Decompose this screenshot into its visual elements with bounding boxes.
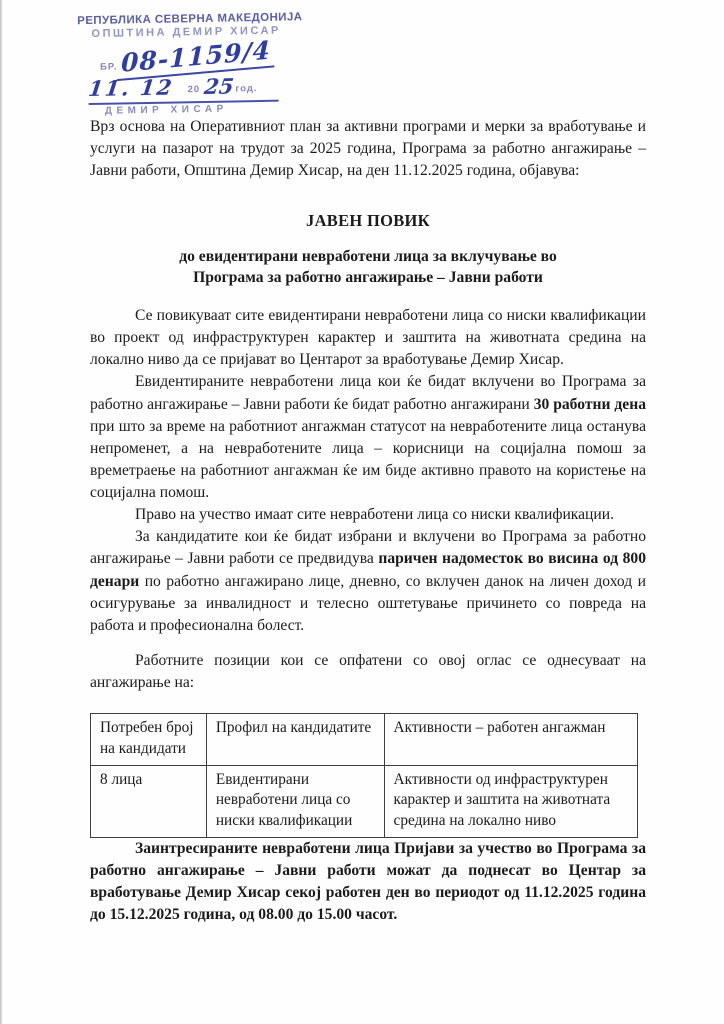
compensation-text-pre: За кандидатите кои ќе бидат избрани и вклучени во Програма за работно ангажирање – Јавни работи се предвидува [90,528,646,568]
official-stamp [77,10,329,118]
table-header-row [91,714,638,765]
engagement-text-pre: Евидентираните невработени лица кои ќе бидат вклучени во Програма за работно ангажирање – Јавни работи ќе бидат работно ангажирани [90,373,646,413]
compensation-text-post: по работно ангажирано лице, дневно, со вклучен данок на личен доход и осигурување за инвалидност и телесно оштетување причинето со повреда на работа и професионална болест. [90,572,646,634]
paragraph-engagement-terms [90,371,646,504]
handwritten-day-month: 11. 12 [86,74,176,102]
header-activities: Активности – работен ангажман [384,714,637,765]
stamp-place-line: ДЕМИР ХИСАР [104,103,228,117]
document-title: ЈАВЕН ПОВИК [306,211,430,231]
scan-edge-shadow [0,0,3,1024]
paragraph-positions-intro: Работните позиции кои се опфатени со овој оглас се однесуваат на ангажирање на: [90,652,646,692]
stamp-number-row [99,35,329,78]
stamp-date-row [88,73,278,105]
stamp-municipality-line: ОПШТИНА ДЕМИР ХИСАР [91,25,281,41]
handwritten-document-number: 08-1159/4 [117,34,275,81]
engagement-duration-bold: 30 работни дена [533,395,646,413]
cell-candidate-count: 8 лица [91,765,207,837]
subtitle-line-2: Програма за работно ангажирање – Јавни работи [193,268,543,286]
paragraph-application-info: Заинтресираните невработени лица Пријави за учество во Програма за работно ангажирање – Јавни работи можат да поднесат во Центар за вработување Демир Хисар секој работен ден во периодот од 11.12.2025 година до 15.12.2025 година, од 08.00 до 15.00 часот. [90,839,646,923]
cell-activities: Активности од инфраструктурен карактер и заштита на животната средина на локално ниво [384,765,637,837]
document-subtitle [90,246,646,288]
stamp-number-label: БР. [99,60,118,73]
intro-paragraph: Врз основа на Оперативниот план за активни програми и мерки за вработување и услуги на пазарот на трудот за 2025 година, Програма за работно ангажирање – Јавни работи, Општина Демир Хисар, на ден 11.12.2025 година, објавува: [90,118,646,180]
stamp-country-line: РЕПУБЛИКА СЕВЕРНА МАКЕДОНИЈА [77,11,303,28]
paragraph-compensation [90,526,646,637]
positions-table [90,713,638,837]
subtitle-line-1: до евидентирани невработени лица за вклучување во [179,247,557,265]
compensation-amount-bold: паричен надоместок во висина од 800 денари [90,550,646,590]
document-body [90,116,646,926]
handwritten-year: 25 [202,73,235,100]
engagement-text-post: при што за време на работниот ангажман статусот на невработените лица останува непроменет, а на невработените лица – корисници на социјална помош за времетраење на работниот ангажман ќе им биде активно правото на користење на социјална помош. [90,417,646,502]
paragraph-eligibility: Право на учество имаат сите невработени лица со ниски квалификации. [135,506,614,524]
stamp-century-prefix: 20 [187,83,201,96]
stamp-year-suffix: год. [235,82,258,95]
header-candidate-count: Потребен број на кандидати [91,714,207,765]
cell-candidate-profile: Евидентирани невработени лица со ниски квалификации [206,765,384,837]
paragraph-invitation: Се повикуваат сите евидентирани невработени лица со ниски квалификации во проект од инфраструктурен карактер и заштита на животната средина на локално ниво да се пријават во Центарот за вработување Демир Хисар. [90,306,646,369]
header-candidate-profile: Профил на кандидатите [206,714,384,765]
table-row [91,765,638,837]
